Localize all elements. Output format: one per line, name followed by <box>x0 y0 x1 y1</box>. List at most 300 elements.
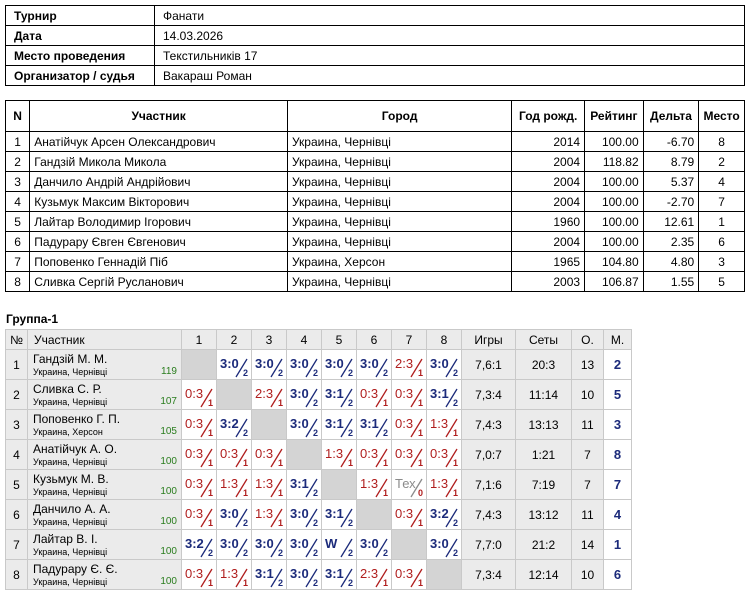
match-score: 3:1 <box>290 476 309 491</box>
participant-cell: Лайтар Володимир Ігорович <box>30 212 288 232</box>
participant-cell: 1960 <box>512 212 585 232</box>
self-cell <box>217 380 252 410</box>
row-number: 4 <box>6 440 28 470</box>
match-points: 2 <box>277 578 283 588</box>
self-cell <box>287 440 322 470</box>
match-score: 2:3 <box>395 356 414 371</box>
participant-cell: 3 <box>6 172 30 192</box>
grid-header-place: М. <box>604 330 632 350</box>
match-points: 2 <box>207 548 213 558</box>
participant-cell: 100.00 <box>585 192 644 212</box>
row-place: 6 <box>604 560 632 590</box>
info-label: Турнир <box>6 6 155 26</box>
participant-cell: 2003 <box>512 272 585 292</box>
match-score: 3:1 <box>325 566 344 581</box>
match-points: 2 <box>312 488 318 498</box>
match-score: 3:1 <box>430 386 449 401</box>
info-value: 14.03.2026 <box>155 26 745 46</box>
match-points: 2 <box>452 368 458 378</box>
match-score: 0:3 <box>430 446 449 461</box>
match-points: 2 <box>347 368 353 378</box>
participant-cell: 106.87 <box>585 272 644 292</box>
player-name: Лайтар В. І. <box>33 532 98 546</box>
match-cell <box>392 440 427 470</box>
match-points: 2 <box>452 398 458 408</box>
participant-cell: 6 <box>699 232 745 252</box>
info-row <box>6 6 745 26</box>
row-games: 7,3:4 <box>462 560 516 590</box>
row-games: 7,3:4 <box>462 380 516 410</box>
participant-cell: Падурару Євген Євгенович <box>30 232 288 252</box>
grid-header-col: 1 <box>182 330 217 350</box>
player-city: Украина, Чернівці <box>33 367 108 377</box>
match-score: 3:0 <box>360 356 379 371</box>
match-points: 1 <box>452 458 458 468</box>
match-cell <box>217 350 252 380</box>
player-cell <box>28 530 182 560</box>
row-number: 1 <box>6 350 28 380</box>
match-cell <box>357 410 392 440</box>
match-cell <box>217 470 252 500</box>
match-points: 2 <box>347 518 353 528</box>
match-score: 0:3 <box>395 416 414 431</box>
match-cell <box>217 440 252 470</box>
match-score: 2:3 <box>360 566 379 581</box>
player-city: Украина, Чернівці <box>33 547 108 557</box>
match-points: 2 <box>312 548 318 558</box>
match-cell <box>252 440 287 470</box>
match-points: 2 <box>382 428 388 438</box>
match-cell <box>357 470 392 500</box>
match-score: 1:3 <box>360 476 379 491</box>
match-cell <box>427 380 462 410</box>
participants-header: Год рожд. <box>512 101 585 132</box>
match-score: 3:0 <box>430 536 449 551</box>
group-row <box>6 530 632 560</box>
match-cell <box>357 530 392 560</box>
match-score: 0:3 <box>360 446 379 461</box>
participant-row <box>6 192 745 212</box>
match-score: 0:3 <box>185 506 204 521</box>
player-cell <box>28 470 182 500</box>
player-rating: 100 <box>160 576 177 587</box>
match-score: 3:0 <box>290 566 309 581</box>
match-score: 3:0 <box>360 536 379 551</box>
participants-header: Место <box>699 101 745 132</box>
participant-cell: 2004 <box>512 152 585 172</box>
self-cell <box>357 500 392 530</box>
participant-cell: Украина, Чернівці <box>287 192 511 212</box>
participant-cell: 2 <box>6 152 30 172</box>
tournament-info-table <box>5 5 745 86</box>
participant-row <box>6 212 745 232</box>
row-place: 7 <box>604 470 632 500</box>
player-rating: 105 <box>160 426 177 437</box>
match-points: 1 <box>347 458 353 468</box>
row-points: 13 <box>572 350 604 380</box>
participant-cell: Анатійчук Арсен Олександрович <box>30 132 288 152</box>
player-name: Анатійчук А. О. <box>33 442 118 456</box>
match-points: 1 <box>277 518 283 528</box>
match-cell <box>322 440 357 470</box>
match-points: 0 <box>417 488 423 498</box>
match-cell <box>392 470 427 500</box>
participant-cell: 1 <box>6 132 30 152</box>
match-score: 1:3 <box>220 476 239 491</box>
match-points: 1 <box>417 458 423 468</box>
match-score: 3:1 <box>325 506 344 521</box>
match-score: 1:3 <box>325 446 344 461</box>
match-cell <box>357 350 392 380</box>
info-row <box>6 26 745 46</box>
match-points: 1 <box>207 578 213 588</box>
match-score: 0:3 <box>185 566 204 581</box>
match-points: 1 <box>452 428 458 438</box>
match-points: 1 <box>207 458 213 468</box>
match-cell <box>182 410 217 440</box>
participant-cell: 5 <box>6 212 30 232</box>
player-city: Украина, Чернівці <box>33 517 108 527</box>
match-cell <box>392 350 427 380</box>
player-name: Сливка С. Р. <box>33 382 102 396</box>
participant-row <box>6 272 745 292</box>
participant-cell: 3 <box>699 252 745 272</box>
match-points: 2 <box>382 548 388 558</box>
info-value: Текстильників 17 <box>155 46 745 66</box>
participant-cell: 2 <box>699 152 745 172</box>
row-games: 7,4:3 <box>462 500 516 530</box>
row-games: 7,1:6 <box>462 470 516 500</box>
self-cell <box>392 530 427 560</box>
participant-cell: 2.35 <box>643 232 699 252</box>
match-points: 1 <box>277 398 283 408</box>
grid-header-col: 6 <box>357 330 392 350</box>
match-score: 0:3 <box>220 446 239 461</box>
row-sets: 11:14 <box>516 380 572 410</box>
participant-cell: 4.80 <box>643 252 699 272</box>
info-value: Вакараш Роман <box>155 66 745 86</box>
self-cell <box>322 470 357 500</box>
player-rating: 100 <box>160 456 177 467</box>
participant-cell: 104.80 <box>585 252 644 272</box>
player-rating: 107 <box>160 396 177 407</box>
match-cell <box>182 470 217 500</box>
row-sets: 21:2 <box>516 530 572 560</box>
participant-cell: 2004 <box>512 192 585 212</box>
participant-cell: Сливка Сергій Русланович <box>30 272 288 292</box>
participant-row <box>6 172 745 192</box>
row-place: 8 <box>604 440 632 470</box>
match-score: 3:1 <box>255 566 274 581</box>
match-score: 3:0 <box>220 536 239 551</box>
match-cell <box>252 530 287 560</box>
match-cell <box>427 530 462 560</box>
match-cell <box>357 380 392 410</box>
match-cell <box>287 410 322 440</box>
participant-cell: 100.00 <box>585 172 644 192</box>
grid-header-col: 5 <box>322 330 357 350</box>
match-cell <box>427 440 462 470</box>
row-games: 7,4:3 <box>462 410 516 440</box>
row-place: 1 <box>604 530 632 560</box>
match-cell <box>252 560 287 590</box>
group-row <box>6 350 632 380</box>
match-cell <box>357 560 392 590</box>
info-label: Дата <box>6 26 155 46</box>
participant-cell: 100.00 <box>585 232 644 252</box>
participant-cell: -2.70 <box>643 192 699 212</box>
match-cell <box>392 410 427 440</box>
row-games: 7,7:0 <box>462 530 516 560</box>
row-sets: 13:13 <box>516 410 572 440</box>
match-cell <box>252 500 287 530</box>
match-points: 2 <box>312 578 318 588</box>
match-points: 1 <box>207 488 213 498</box>
participant-cell: 4 <box>6 192 30 212</box>
match-points: 2 <box>382 368 388 378</box>
match-cell <box>322 350 357 380</box>
player-city: Украина, Чернівці <box>33 577 108 587</box>
group-grid <box>5 329 632 590</box>
participants-header: Рейтинг <box>585 101 644 132</box>
row-points: 7 <box>572 440 604 470</box>
match-points: 2 <box>242 518 248 528</box>
participant-cell: 12.61 <box>643 212 699 232</box>
participant-cell: 2004 <box>512 232 585 252</box>
match-score: 3:2 <box>185 536 204 551</box>
match-score: 0:3 <box>395 566 414 581</box>
match-score: 0:3 <box>185 476 204 491</box>
participants-header: N <box>6 101 30 132</box>
row-points: 10 <box>572 380 604 410</box>
row-games: 7,0:7 <box>462 440 516 470</box>
match-score: 3:1 <box>360 416 379 431</box>
match-points: 1 <box>452 488 458 498</box>
participant-cell: Украина, Чернівці <box>287 212 511 232</box>
participant-cell: 8 <box>6 272 30 292</box>
row-sets: 1:21 <box>516 440 572 470</box>
match-score: 1:3 <box>430 476 449 491</box>
participant-cell: 5.37 <box>643 172 699 192</box>
match-cell <box>182 560 217 590</box>
match-score: 3:1 <box>325 416 344 431</box>
participant-cell: 8 <box>699 132 745 152</box>
participants-table <box>5 100 745 292</box>
match-score: 3:0 <box>220 506 239 521</box>
match-cell <box>322 500 357 530</box>
participant-cell: Украина, Чернівці <box>287 232 511 252</box>
player-cell <box>28 560 182 590</box>
match-score: 3:0 <box>290 416 309 431</box>
row-place: 4 <box>604 500 632 530</box>
match-points: 2 <box>452 518 458 528</box>
match-score: 3:0 <box>255 356 274 371</box>
group-title: Группа-1 <box>6 312 59 326</box>
match-points: 1 <box>382 458 388 468</box>
participant-row <box>6 252 745 272</box>
match-cell <box>182 500 217 530</box>
match-score: 3:0 <box>290 386 309 401</box>
player-cell <box>28 500 182 530</box>
match-points: 2 <box>452 548 458 558</box>
participant-cell: Данчило Андрій Андрійович <box>30 172 288 192</box>
self-cell <box>252 410 287 440</box>
grid-header-col: 3 <box>252 330 287 350</box>
group-row <box>6 440 632 470</box>
group-row <box>6 470 632 500</box>
match-cell <box>322 530 357 560</box>
match-points: 2 <box>312 428 318 438</box>
row-number: 3 <box>6 410 28 440</box>
participant-cell: 118.82 <box>585 152 644 172</box>
match-score: 0:3 <box>185 416 204 431</box>
participant-cell: 2014 <box>512 132 585 152</box>
match-points: 1 <box>417 518 423 528</box>
match-points: 1 <box>242 578 248 588</box>
match-score: 0:3 <box>360 386 379 401</box>
info-value: Фанати <box>155 6 745 26</box>
match-cell <box>217 410 252 440</box>
match-score: 3:2 <box>220 416 239 431</box>
match-cell <box>427 350 462 380</box>
participant-row <box>6 152 745 172</box>
row-number: 6 <box>6 500 28 530</box>
match-score: 0:3 <box>395 446 414 461</box>
match-cell <box>217 500 252 530</box>
grid-header-col: 8 <box>427 330 462 350</box>
participants-header: Город <box>287 101 511 132</box>
match-score: 3:0 <box>430 356 449 371</box>
match-score: 3:0 <box>220 356 239 371</box>
match-cell <box>392 380 427 410</box>
participant-cell: 8.79 <box>643 152 699 172</box>
match-points: 1 <box>207 518 213 528</box>
player-name: Поповенко Г. П. <box>33 412 121 426</box>
row-sets: 12:14 <box>516 560 572 590</box>
participant-cell: 100.00 <box>585 212 644 232</box>
match-points: 1 <box>417 428 423 438</box>
participant-cell: 1965 <box>512 252 585 272</box>
match-points: 2 <box>347 398 353 408</box>
row-points: 11 <box>572 410 604 440</box>
participant-cell: Кузьмук Максим Вікторович <box>30 192 288 212</box>
match-score: 1:3 <box>220 566 239 581</box>
match-points: 1 <box>417 578 423 588</box>
grid-header-sets: Сеты <box>516 330 572 350</box>
participants-header: Дельта <box>643 101 699 132</box>
match-score: 1:3 <box>255 476 274 491</box>
player-rating: 100 <box>160 486 177 497</box>
player-city: Украина, Херсон <box>33 427 103 437</box>
grid-header-col: 2 <box>217 330 252 350</box>
player-city: Украина, Чернівці <box>33 457 108 467</box>
participant-cell: Поповенко Геннадій Піб <box>30 252 288 272</box>
match-score: 3:0 <box>325 356 344 371</box>
match-cell <box>182 530 217 560</box>
match-score: 3:0 <box>290 506 309 521</box>
match-points: 1 <box>382 398 388 408</box>
match-cell <box>287 500 322 530</box>
match-points: 1 <box>207 428 213 438</box>
self-cell <box>182 350 217 380</box>
match-cell <box>287 560 322 590</box>
match-cell <box>287 350 322 380</box>
match-points: 2 <box>277 548 283 558</box>
match-points: 2 <box>242 428 248 438</box>
row-sets: 20:3 <box>516 350 572 380</box>
match-score: 2:3 <box>255 386 274 401</box>
match-points: 1 <box>277 488 283 498</box>
grid-header-col: 4 <box>287 330 322 350</box>
participant-cell: 1 <box>699 212 745 232</box>
player-cell <box>28 350 182 380</box>
group-row <box>6 500 632 530</box>
player-name: Падурару Є. Є. <box>33 562 118 576</box>
grid-header-n: № <box>6 330 28 350</box>
row-sets: 7:19 <box>516 470 572 500</box>
match-points: 1 <box>277 458 283 468</box>
match-cell <box>252 380 287 410</box>
match-cell <box>252 350 287 380</box>
match-points: 1 <box>382 578 388 588</box>
match-cell <box>392 560 427 590</box>
match-cell <box>427 410 462 440</box>
row-number: 8 <box>6 560 28 590</box>
match-cell <box>217 530 252 560</box>
match-points: 2 <box>347 428 353 438</box>
match-cell <box>322 410 357 440</box>
row-place: 3 <box>604 410 632 440</box>
participant-row <box>6 232 745 252</box>
match-cell <box>182 440 217 470</box>
group-row <box>6 410 632 440</box>
participant-row <box>6 132 745 152</box>
match-cell <box>287 530 322 560</box>
participant-cell: 1.55 <box>643 272 699 292</box>
grid-header-player: Участник <box>28 330 182 350</box>
participant-cell: Украина, Чернівці <box>287 272 511 292</box>
match-points: 2 <box>347 578 353 588</box>
group-row <box>6 560 632 590</box>
match-score: 3:0 <box>290 536 309 551</box>
player-city: Украина, Чернівці <box>33 397 108 407</box>
player-cell <box>28 440 182 470</box>
row-place: 2 <box>604 350 632 380</box>
row-number: 7 <box>6 530 28 560</box>
player-name: Гандзій М. М. <box>33 352 108 366</box>
player-rating: 100 <box>160 516 177 527</box>
match-points: 2 <box>312 518 318 528</box>
match-score: 3:0 <box>255 536 274 551</box>
match-score: 0:3 <box>395 506 414 521</box>
match-score: 1:3 <box>430 416 449 431</box>
player-name: Данчило А. А. <box>33 502 111 516</box>
participant-cell: Украина, Херсон <box>287 252 511 272</box>
participant-cell: 100.00 <box>585 132 644 152</box>
match-score: 0:3 <box>255 446 274 461</box>
row-place: 5 <box>604 380 632 410</box>
participant-cell: Гандзій Микола Микола <box>30 152 288 172</box>
player-cell <box>28 380 182 410</box>
match-cell <box>392 500 427 530</box>
info-label: Место проведения <box>6 46 155 66</box>
row-number: 2 <box>6 380 28 410</box>
match-cell <box>427 470 462 500</box>
player-rating: 100 <box>160 546 177 557</box>
grid-header-col: 7 <box>392 330 427 350</box>
row-games: 7,6:1 <box>462 350 516 380</box>
match-points: 2 <box>277 368 283 378</box>
